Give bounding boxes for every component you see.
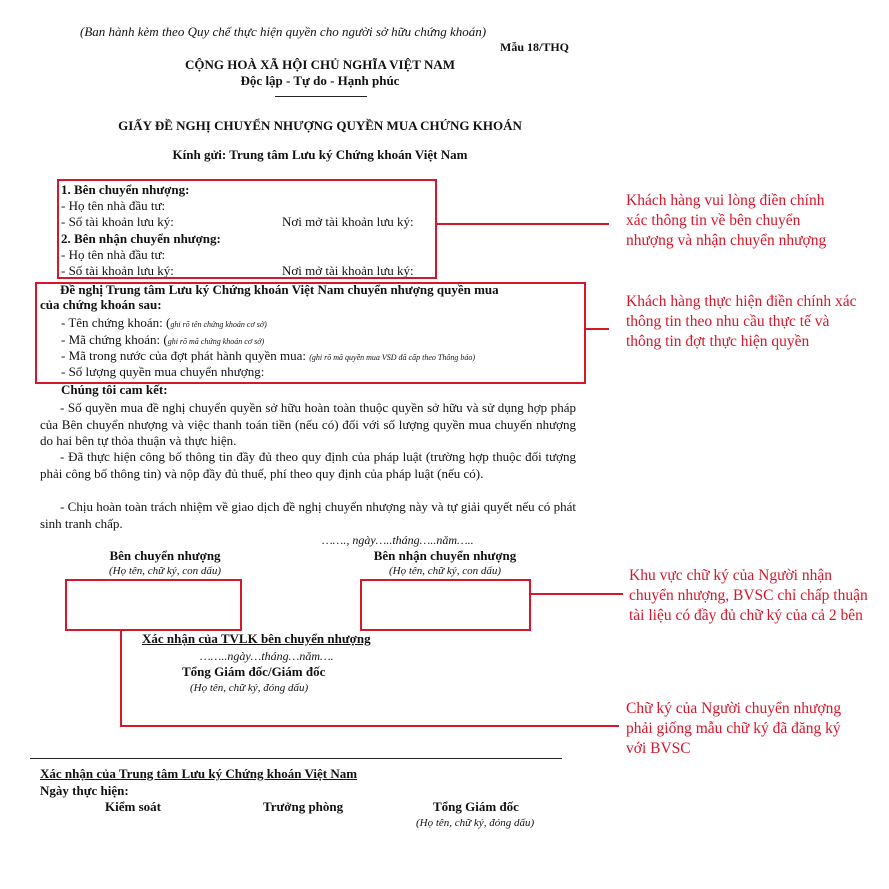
annotation-transferee-line: tài liệu có đầy đủ chữ ký của cả 2 bên [629, 607, 863, 625]
execution-date-label: Ngày thực hiện: [40, 783, 129, 798]
control-label: Kiểm soát [105, 799, 161, 814]
general-director-hint: (Họ tên, chữ ký, đóng dấu) [416, 817, 535, 829]
signature-date-line: ……., ngày…..tháng…..năm….. [322, 533, 474, 547]
form-code: Mẫu 18/THQ [500, 40, 570, 54]
annotation-transferee-signature [629, 566, 868, 626]
transferor-signature-box [65, 579, 242, 631]
general-director-label: Tổng Giám đốc [433, 799, 519, 814]
commitment-heading: Chúng tôi cam kết: [61, 382, 168, 397]
transferee-sign-hint: (Họ tên, chữ ký, con dấu) [389, 565, 501, 577]
transferor-open-place-label: Nơi mở tài khoản lưu ký: [282, 214, 414, 229]
issued-note: (Ban hành kèm theo Quy chế thực hiện quyền cho người sở hữu chứng khoán) [80, 24, 487, 39]
director-label: Tổng Giám đốc/Giám đốc [182, 664, 326, 679]
transferee-signature-connector [531, 593, 623, 595]
request-highlight-box [35, 282, 586, 384]
request-intro-line1: Đề nghị Trung tâm Lưu ký Chứng khoán Việt Nam chuyển nhượng quyền mua [60, 282, 499, 297]
domestic-code-hint: (ghi rõ mã quyền mua VSD đã cấp theo Thông báo) [309, 353, 475, 362]
transferee-open-place-label: Nơi mở tài khoản lưu ký: [282, 263, 414, 278]
annotation-transferee-line: Khu vực chữ ký của Người nhận [629, 567, 832, 584]
annotation-request-line: thông tin đợt thực hiện quyền [626, 333, 810, 351]
quantity-label: - Số lượng quyền mua chuyển nhượng: [61, 364, 265, 379]
request-intro-line2: của chứng khoán sau: [40, 297, 162, 312]
domestic-code-label: - Mã trong nước của đợt phát hành quyền mua: [61, 348, 306, 363]
annotation-transferor-line: phải giống mẫu chữ ký đã đăng ký [626, 720, 841, 738]
transferee-signature-box [360, 579, 531, 631]
annotation-transferor-signature [626, 699, 841, 759]
tvlk-confirmation: Xác nhận của TVLK bên chuyển nhượng [142, 631, 371, 646]
transferor-sign-hint: (Họ tên, chữ ký, con dấu) [109, 565, 221, 577]
commitment-paragraph-1: - Số quyền mua đề nghị chuyển quyền sở hữu hoàn toàn thuộc quyền sở hữu và sử dụng hợp pháp của Bên chuyển nhượng và việc thanh toán tiền (nếu có) đối với số lượng quyền mua chuyển nhượng do hai bên tự thỏa thuận và thực hiện. [40, 400, 576, 449]
commitment-paragraph-2: - Đã thực hiện công bố thông tin đầy đủ theo quy định của pháp luật (trường hợp thuộc đối tượng phải công bố thông tin) và nộp đầy đủ thuế, phí theo quy định của pháp luật (nếu có). [40, 449, 576, 481]
annotation-parties-line: nhượng và nhận chuyển nhượng [626, 232, 827, 250]
transferor-name-label: - Họ tên nhà đầu tư: [61, 198, 166, 213]
parties-highlight-box [57, 179, 437, 279]
security-name-hint: ghi rõ tên chứng khoán cơ sở) [170, 320, 267, 329]
annotation-transferor-line: với BVSC [626, 740, 691, 758]
security-code-label: - Mã chứng khoán: ( [61, 332, 168, 347]
commitment-paragraph-3: - Chịu hoàn toàn trách nhiệm về giao dịch đề nghị chuyển nhượng này và tự giải quyết nếu có phát sinh tranh chấp. [40, 499, 576, 531]
parties-connector [437, 223, 609, 225]
motto: Độc lập - Tự do - Hạnh phúc [240, 73, 400, 88]
transferee-heading: 2. Bên nhận chuyển nhượng: [61, 231, 221, 246]
security-code-hint: ghi rõ mã chứng khoán cơ sở) [167, 337, 265, 346]
transferee-sign-label: Bên nhận chuyển nhượng [373, 548, 517, 563]
transferee-name-label: - Họ tên nhà đầu tư: [61, 247, 166, 262]
request-connector [586, 328, 609, 330]
motto-divider [275, 96, 367, 97]
annotation-parties-line: xác thông tin về bên chuyển [626, 212, 801, 230]
annotation-parties-line: Khách hàng vui lòng điền chính [626, 192, 825, 209]
transferor-heading: 1. Bên chuyển nhượng: [61, 182, 190, 197]
annotation-transferee-line: chuyển nhượng, BVSC chỉ chấp thuận [629, 587, 868, 605]
director-hint: (Họ tên, chữ ký, đóng dấu) [190, 682, 309, 694]
annotation-request-line: thông tin theo nhu cầu thực tế và [626, 313, 830, 331]
transferee-account-label: - Số tài khoản lưu ký: [61, 263, 174, 278]
tvlk-date-line: ……..ngày…tháng…năm…. [200, 649, 334, 663]
security-name-label: - Tên chứng khoán: ( [61, 315, 171, 330]
annotation-request-line: Khách hàng thực hiện điền chính xác [626, 293, 857, 310]
transferor-sign-label: Bên chuyển nhượng [109, 548, 221, 563]
vsd-confirmation: Xác nhận của Trung tâm Lưu ký Chứng khoán Việt Nam [40, 766, 358, 781]
section-divider [30, 758, 562, 759]
transferor-account-label: - Số tài khoản lưu ký: [61, 214, 174, 229]
annotation-transferor-line: Chữ ký của Người chuyển nhượng [626, 700, 842, 717]
recipient: Kính gửi: Trung tâm Lưu ký Chứng khoán Việt Nam [172, 147, 468, 162]
annotation-request [626, 292, 857, 352]
annotation-parties [626, 191, 826, 251]
transferor-signature-connector-vertical [120, 631, 122, 727]
head-of-department-label: Trưởng phòng [263, 799, 344, 814]
country-name: CỘNG HOÀ XÃ HỘI CHỦ NGHĨA VIỆT NAM [184, 57, 456, 72]
transferor-signature-connector-horizontal [120, 725, 619, 727]
document-title: GIẤY ĐỀ NGHỊ CHUYỂN NHƯỢNG QUYỀN MUA CHỨNG KHOÁN [118, 118, 522, 133]
